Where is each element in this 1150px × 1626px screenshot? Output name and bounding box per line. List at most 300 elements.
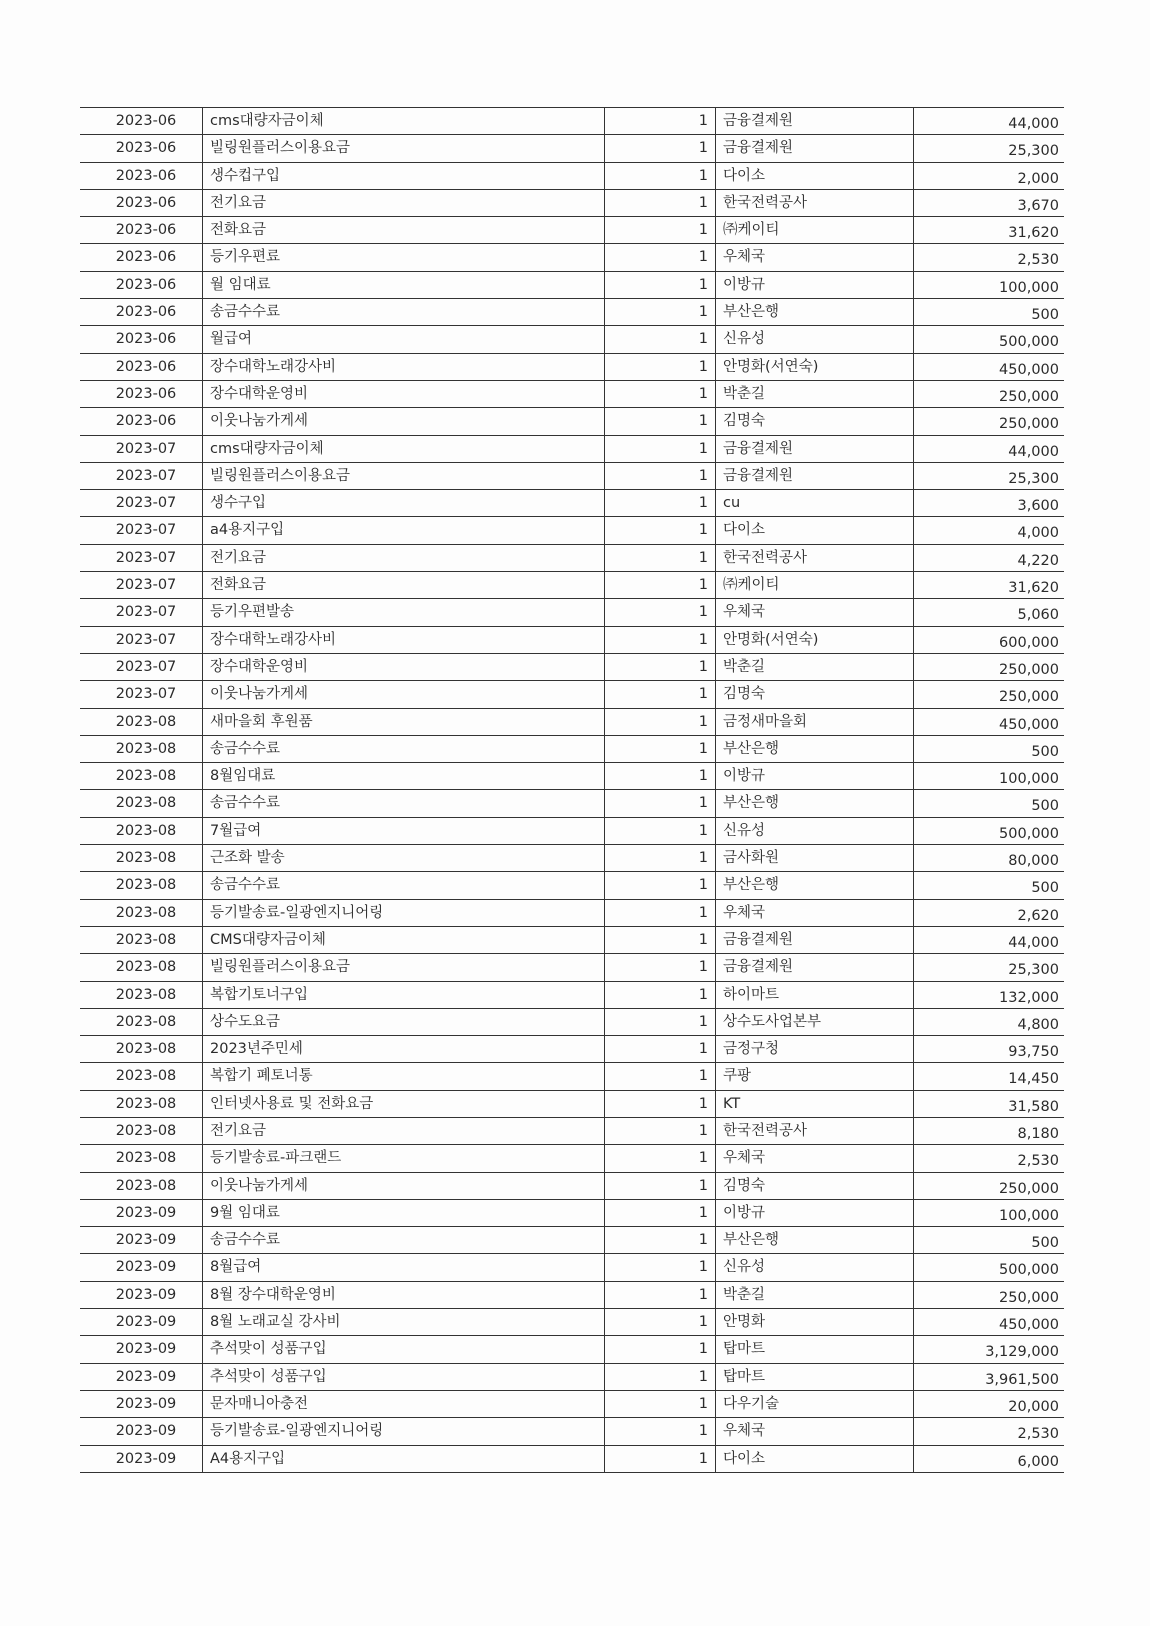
table-row xyxy=(80,1254,1064,1281)
item-cell: 7월급여 xyxy=(202,818,604,844)
date-cell: 2023-09 xyxy=(115,1368,177,1385)
table-row xyxy=(80,217,1064,244)
amount-cell: 250,000 xyxy=(913,1282,1064,1308)
amount-cell: 500 xyxy=(913,790,1064,816)
date-cell: 2023-09 xyxy=(115,1423,177,1440)
table-row xyxy=(80,490,1064,517)
vendor-cell: 부산은행 xyxy=(715,1227,913,1253)
table-row xyxy=(80,681,1064,708)
quantity-cell: 1 xyxy=(604,599,715,625)
item-cell: 등기발송료-파크랜드 xyxy=(202,1145,604,1171)
amount-cell: 500 xyxy=(913,736,1064,762)
quantity-cell: 1 xyxy=(604,982,715,1008)
item-cell: 전화요금 xyxy=(202,572,604,598)
table-row xyxy=(80,408,1064,435)
vendor-cell: 다우기술 xyxy=(715,1391,913,1417)
table-row xyxy=(80,1282,1064,1309)
amount-cell: 4,000 xyxy=(913,517,1064,543)
quantity-cell: 1 xyxy=(604,135,715,161)
vendor-cell: 금융결제원 xyxy=(715,927,913,953)
quantity-cell: 1 xyxy=(604,1446,715,1472)
quantity-cell: 1 xyxy=(604,1336,715,1362)
amount-cell: 2,530 xyxy=(913,1145,1064,1171)
table-row xyxy=(80,982,1064,1009)
date-cell: 2023-06 xyxy=(115,167,177,184)
date-cell: 2023-08 xyxy=(115,1150,177,1167)
amount-cell: 4,220 xyxy=(913,545,1064,571)
item-cell: 전기요금 xyxy=(202,1118,604,1144)
date-cell: 2023-08 xyxy=(115,740,177,757)
vendor-cell: 부산은행 xyxy=(715,299,913,325)
table-row xyxy=(80,163,1064,190)
date-cell: 2023-07 xyxy=(115,631,177,648)
table-row xyxy=(80,845,1064,872)
item-cell: 등기우편료 xyxy=(202,244,604,270)
vendor-cell: 우체국 xyxy=(715,1418,913,1444)
date-cell: 2023-08 xyxy=(115,1122,177,1139)
amount-cell: 100,000 xyxy=(913,272,1064,298)
quantity-cell: 1 xyxy=(604,163,715,189)
quantity-cell: 1 xyxy=(604,1009,715,1035)
quantity-cell: 1 xyxy=(604,244,715,270)
item-cell: 장수대학운영비 xyxy=(202,654,604,680)
vendor-cell: ㈜케이티 xyxy=(715,217,913,243)
quantity-cell: 1 xyxy=(604,790,715,816)
quantity-cell: 1 xyxy=(604,1173,715,1199)
item-cell: 월급여 xyxy=(202,326,604,352)
amount-cell: 500 xyxy=(913,872,1064,898)
item-cell: 생수구입 xyxy=(202,490,604,516)
item-cell: 전화요금 xyxy=(202,217,604,243)
table-row xyxy=(80,736,1064,763)
item-cell: 새마을회 후원품 xyxy=(202,709,604,735)
vendor-cell: 한국전력공사 xyxy=(715,190,913,216)
quantity-cell: 1 xyxy=(604,627,715,653)
table-row xyxy=(80,572,1064,599)
item-cell: 8월 노래교실 강사비 xyxy=(202,1309,604,1335)
table-row xyxy=(80,354,1064,381)
item-cell: 생수컵구입 xyxy=(202,163,604,189)
amount-cell: 31,620 xyxy=(913,217,1064,243)
table-row xyxy=(80,872,1064,899)
date-cell: 2023-09 xyxy=(115,1232,177,1249)
quantity-cell: 1 xyxy=(604,736,715,762)
vendor-cell: 신유성 xyxy=(715,326,913,352)
vendor-cell: 우체국 xyxy=(715,1145,913,1171)
amount-cell: 25,300 xyxy=(913,954,1064,980)
date-cell: 2023-06 xyxy=(115,413,177,430)
date-cell: 2023-06 xyxy=(115,276,177,293)
amount-cell: 100,000 xyxy=(913,1200,1064,1226)
quantity-cell: 1 xyxy=(604,1036,715,1062)
vendor-cell: 다이소 xyxy=(715,517,913,543)
table-row xyxy=(80,381,1064,408)
table-row xyxy=(80,1036,1064,1063)
amount-cell: 44,000 xyxy=(913,436,1064,462)
quantity-cell: 1 xyxy=(604,1254,715,1280)
vendor-cell: 안명화 xyxy=(715,1309,913,1335)
vendor-cell: 금정구청 xyxy=(715,1036,913,1062)
vendor-cell: 김명숙 xyxy=(715,1173,913,1199)
item-cell: CMS대량자금이체 xyxy=(202,927,604,953)
date-cell: 2023-09 xyxy=(115,1341,177,1358)
quantity-cell: 1 xyxy=(604,681,715,707)
item-cell: 근조화 발송 xyxy=(202,845,604,871)
amount-cell: 31,620 xyxy=(913,572,1064,598)
amount-cell: 25,300 xyxy=(913,135,1064,161)
vendor-cell: 김명숙 xyxy=(715,408,913,434)
amount-cell: 3,670 xyxy=(913,190,1064,216)
date-cell: 2023-07 xyxy=(115,604,177,621)
date-cell: 2023-07 xyxy=(115,658,177,675)
date-cell: 2023-06 xyxy=(115,385,177,402)
vendor-cell: 부산은행 xyxy=(715,736,913,762)
vendor-cell: 이방규 xyxy=(715,272,913,298)
quantity-cell: 1 xyxy=(604,845,715,871)
item-cell: 추석맞이 성품구입 xyxy=(202,1364,604,1390)
quantity-cell: 1 xyxy=(604,354,715,380)
date-cell: 2023-08 xyxy=(115,1068,177,1085)
table-row xyxy=(80,463,1064,490)
date-cell: 2023-08 xyxy=(115,1177,177,1194)
quantity-cell: 1 xyxy=(604,1391,715,1417)
date-cell: 2023-09 xyxy=(115,1450,177,1467)
quantity-cell: 1 xyxy=(604,1091,715,1117)
amount-cell: 250,000 xyxy=(913,654,1064,680)
table-row xyxy=(80,299,1064,326)
vendor-cell: ㈜케이티 xyxy=(715,572,913,598)
item-cell: 전기요금 xyxy=(202,545,604,571)
date-cell: 2023-08 xyxy=(115,795,177,812)
amount-cell: 25,300 xyxy=(913,463,1064,489)
amount-cell: 5,060 xyxy=(913,599,1064,625)
item-cell: 전기요금 xyxy=(202,190,604,216)
quantity-cell: 1 xyxy=(604,326,715,352)
vendor-cell: 쿠팡 xyxy=(715,1063,913,1089)
vendor-cell: 상수도사업본부 xyxy=(715,1009,913,1035)
vendor-cell: 탑마트 xyxy=(715,1336,913,1362)
date-cell: 2023-06 xyxy=(115,113,177,129)
table-row xyxy=(80,1364,1064,1391)
quantity-cell: 1 xyxy=(604,299,715,325)
quantity-cell: 1 xyxy=(604,572,715,598)
vendor-cell: 우체국 xyxy=(715,244,913,270)
item-cell: 이웃나눔가게세 xyxy=(202,1173,604,1199)
table-row xyxy=(80,244,1064,271)
amount-cell: 250,000 xyxy=(913,681,1064,707)
date-cell: 2023-07 xyxy=(115,467,177,484)
vendor-cell: 우체국 xyxy=(715,900,913,926)
amount-cell: 80,000 xyxy=(913,845,1064,871)
amount-cell: 450,000 xyxy=(913,709,1064,735)
table-row xyxy=(80,709,1064,736)
amount-cell: 4,800 xyxy=(913,1009,1064,1035)
quantity-cell: 1 xyxy=(604,709,715,735)
table-row xyxy=(80,545,1064,572)
amount-cell: 14,450 xyxy=(913,1063,1064,1089)
item-cell: 9월 임대료 xyxy=(202,1200,604,1226)
quantity-cell: 1 xyxy=(604,190,715,216)
item-cell: 송금수수료 xyxy=(202,299,604,325)
vendor-cell: 김명숙 xyxy=(715,681,913,707)
vendor-cell: 이방규 xyxy=(715,1200,913,1226)
quantity-cell: 1 xyxy=(604,900,715,926)
amount-cell: 500 xyxy=(913,1227,1064,1253)
quantity-cell: 1 xyxy=(604,954,715,980)
quantity-cell: 1 xyxy=(604,1227,715,1253)
item-cell: 빌링원플러스이용요금 xyxy=(202,135,604,161)
date-cell: 2023-07 xyxy=(115,686,177,703)
date-cell: 2023-09 xyxy=(115,1259,177,1276)
vendor-cell: 탑마트 xyxy=(715,1364,913,1390)
item-cell: 문자매니아충전 xyxy=(202,1391,604,1417)
table-row xyxy=(80,763,1064,790)
vendor-cell: 한국전력공사 xyxy=(715,545,913,571)
amount-cell: 2,620 xyxy=(913,900,1064,926)
amount-cell: 93,750 xyxy=(913,1036,1064,1062)
table-row xyxy=(80,135,1064,162)
vendor-cell: KT xyxy=(715,1091,913,1117)
item-cell: 8월급여 xyxy=(202,1254,604,1280)
vendor-cell: 하이마트 xyxy=(715,982,913,1008)
quantity-cell: 1 xyxy=(604,654,715,680)
item-cell: 등기우편발송 xyxy=(202,599,604,625)
table-row xyxy=(80,1309,1064,1336)
table-row xyxy=(80,1391,1064,1418)
vendor-cell: 안명화(서연숙) xyxy=(715,627,913,653)
date-cell: 2023-08 xyxy=(115,1041,177,1058)
date-cell: 2023-08 xyxy=(115,959,177,976)
date-cell: 2023-08 xyxy=(115,904,177,921)
vendor-cell: 금융결제원 xyxy=(715,135,913,161)
date-cell: 2023-09 xyxy=(115,1395,177,1412)
item-cell: 송금수수료 xyxy=(202,736,604,762)
item-cell: 장수대학노래강사비 xyxy=(202,354,604,380)
vendor-cell: 금사화원 xyxy=(715,845,913,871)
quantity-cell: 1 xyxy=(604,381,715,407)
quantity-cell: 1 xyxy=(604,1145,715,1171)
vendor-cell: 다이소 xyxy=(715,1446,913,1472)
quantity-cell: 1 xyxy=(604,217,715,243)
table-row xyxy=(80,1336,1064,1363)
quantity-cell: 1 xyxy=(604,463,715,489)
date-cell: 2023-08 xyxy=(115,822,177,839)
item-cell: 2023년주민세 xyxy=(202,1036,604,1062)
quantity-cell: 1 xyxy=(604,818,715,844)
date-cell: 2023-06 xyxy=(115,249,177,266)
quantity-cell: 1 xyxy=(604,1118,715,1144)
quantity-cell: 1 xyxy=(604,872,715,898)
table-row xyxy=(80,954,1064,981)
amount-cell: 31,580 xyxy=(913,1091,1064,1117)
table-row xyxy=(80,627,1064,654)
quantity-cell: 1 xyxy=(604,490,715,516)
amount-cell: 132,000 xyxy=(913,982,1064,1008)
item-cell: a4용지구입 xyxy=(202,517,604,543)
item-cell: 월 임대료 xyxy=(202,272,604,298)
date-cell: 2023-06 xyxy=(115,140,177,157)
table-row xyxy=(80,1227,1064,1254)
amount-cell: 20,000 xyxy=(913,1391,1064,1417)
amount-cell: 2,530 xyxy=(913,1418,1064,1444)
table-row xyxy=(80,818,1064,845)
expense-ledger-table xyxy=(80,107,1064,1473)
vendor-cell: 다이소 xyxy=(715,163,913,189)
table-row xyxy=(80,272,1064,299)
table-row xyxy=(80,1118,1064,1145)
date-cell: 2023-08 xyxy=(115,986,177,1003)
item-cell: 장수대학노래강사비 xyxy=(202,627,604,653)
vendor-cell: 박춘길 xyxy=(715,654,913,680)
item-cell: 추석맞이 성품구입 xyxy=(202,1336,604,1362)
quantity-cell: 1 xyxy=(604,1282,715,1308)
item-cell: 빌링원플러스이용요금 xyxy=(202,463,604,489)
date-cell: 2023-06 xyxy=(115,222,177,239)
quantity-cell: 1 xyxy=(604,436,715,462)
quantity-cell: 1 xyxy=(604,1418,715,1444)
amount-cell: 250,000 xyxy=(913,408,1064,434)
quantity-cell: 1 xyxy=(604,927,715,953)
vendor-cell: 박춘길 xyxy=(715,1282,913,1308)
item-cell: 빌링원플러스이용요금 xyxy=(202,954,604,980)
amount-cell: 250,000 xyxy=(913,1173,1064,1199)
item-cell: 등기발송료-일광엔지니어링 xyxy=(202,900,604,926)
quantity-cell: 1 xyxy=(604,1063,715,1089)
quantity-cell: 1 xyxy=(604,108,715,134)
table-row xyxy=(80,517,1064,544)
vendor-cell: 부산은행 xyxy=(715,872,913,898)
item-cell: 8월임대료 xyxy=(202,763,604,789)
amount-cell: 44,000 xyxy=(913,927,1064,953)
item-cell: 상수도요금 xyxy=(202,1009,604,1035)
vendor-cell: 금융결제원 xyxy=(715,108,913,134)
amount-cell: 3,129,000 xyxy=(913,1336,1064,1362)
item-cell: 8월 장수대학운영비 xyxy=(202,1282,604,1308)
amount-cell: 500,000 xyxy=(913,818,1064,844)
date-cell: 2023-07 xyxy=(115,495,177,512)
date-cell: 2023-07 xyxy=(115,577,177,594)
amount-cell: 44,000 xyxy=(913,108,1064,134)
amount-cell: 8,180 xyxy=(913,1118,1064,1144)
quantity-cell: 1 xyxy=(604,1200,715,1226)
date-cell: 2023-06 xyxy=(115,304,177,321)
amount-cell: 6,000 xyxy=(913,1446,1064,1472)
table-row xyxy=(80,1173,1064,1200)
date-cell: 2023-06 xyxy=(115,331,177,348)
item-cell: 등기발송료-일광엔지니어링 xyxy=(202,1418,604,1444)
amount-cell: 250,000 xyxy=(913,381,1064,407)
vendor-cell: 이방규 xyxy=(715,763,913,789)
table-row xyxy=(80,436,1064,463)
table-row xyxy=(80,1200,1064,1227)
amount-cell: 500,000 xyxy=(913,326,1064,352)
quantity-cell: 1 xyxy=(604,408,715,434)
vendor-cell: 금융결제원 xyxy=(715,954,913,980)
date-cell: 2023-09 xyxy=(115,1204,177,1221)
date-cell: 2023-09 xyxy=(115,1314,177,1331)
date-cell: 2023-08 xyxy=(115,768,177,785)
table-row xyxy=(80,1063,1064,1090)
vendor-cell: 우체국 xyxy=(715,599,913,625)
quantity-cell: 1 xyxy=(604,272,715,298)
date-cell: 2023-08 xyxy=(115,877,177,894)
table-row xyxy=(80,927,1064,954)
vendor-cell: 신유성 xyxy=(715,818,913,844)
table-row xyxy=(80,1091,1064,1118)
item-cell: 이웃나눔가게세 xyxy=(202,408,604,434)
item-cell: cms대량자금이체 xyxy=(202,108,604,134)
date-cell: 2023-06 xyxy=(115,194,177,211)
table-row xyxy=(80,108,1064,135)
vendor-cell: 한국전력공사 xyxy=(715,1118,913,1144)
date-cell: 2023-08 xyxy=(115,713,177,730)
item-cell: 송금수수료 xyxy=(202,1227,604,1253)
amount-cell: 450,000 xyxy=(913,354,1064,380)
item-cell: 복합기토너구입 xyxy=(202,982,604,1008)
quantity-cell: 1 xyxy=(604,1309,715,1335)
date-cell: 2023-08 xyxy=(115,850,177,867)
date-cell: 2023-06 xyxy=(115,358,177,375)
amount-cell: 500 xyxy=(913,299,1064,325)
vendor-cell: 부산은행 xyxy=(715,790,913,816)
vendor-cell: 금융결제원 xyxy=(715,436,913,462)
vendor-cell: 금정새마을회 xyxy=(715,709,913,735)
amount-cell: 600,000 xyxy=(913,627,1064,653)
amount-cell: 450,000 xyxy=(913,1309,1064,1335)
item-cell: 송금수수료 xyxy=(202,872,604,898)
date-cell: 2023-08 xyxy=(115,931,177,948)
table-row xyxy=(80,599,1064,626)
vendor-cell: 안명화(서연숙) xyxy=(715,354,913,380)
table-row xyxy=(80,1145,1064,1172)
item-cell: cms대량자금이체 xyxy=(202,436,604,462)
amount-cell: 2,000 xyxy=(913,163,1064,189)
quantity-cell: 1 xyxy=(604,517,715,543)
item-cell: 이웃나눔가게세 xyxy=(202,681,604,707)
table-row xyxy=(80,790,1064,817)
table-row xyxy=(80,1009,1064,1036)
item-cell: 장수대학운영비 xyxy=(202,381,604,407)
table-row xyxy=(80,326,1064,353)
amount-cell: 500,000 xyxy=(913,1254,1064,1280)
table-row xyxy=(80,900,1064,927)
item-cell: A4용지구입 xyxy=(202,1446,604,1472)
vendor-cell: 박춘길 xyxy=(715,381,913,407)
date-cell: 2023-07 xyxy=(115,522,177,539)
table-row xyxy=(80,654,1064,681)
table-row xyxy=(80,1418,1064,1445)
date-cell: 2023-09 xyxy=(115,1286,177,1303)
item-cell: 인터넷사용료 및 전화요금 xyxy=(202,1091,604,1117)
amount-cell: 100,000 xyxy=(913,763,1064,789)
item-cell: 송금수수료 xyxy=(202,790,604,816)
date-cell: 2023-07 xyxy=(115,440,177,457)
quantity-cell: 1 xyxy=(604,545,715,571)
quantity-cell: 1 xyxy=(604,1364,715,1390)
date-cell: 2023-08 xyxy=(115,1013,177,1030)
date-cell: 2023-08 xyxy=(115,1095,177,1112)
item-cell: 복합기 폐토너통 xyxy=(202,1063,604,1089)
table-row xyxy=(80,190,1064,217)
vendor-cell: cu xyxy=(715,490,913,516)
date-cell: 2023-07 xyxy=(115,549,177,566)
amount-cell: 3,961,500 xyxy=(913,1364,1064,1390)
quantity-cell: 1 xyxy=(604,763,715,789)
amount-cell: 3,600 xyxy=(913,490,1064,516)
amount-cell: 2,530 xyxy=(913,244,1064,270)
vendor-cell: 신유성 xyxy=(715,1254,913,1280)
table-row xyxy=(80,1446,1064,1473)
